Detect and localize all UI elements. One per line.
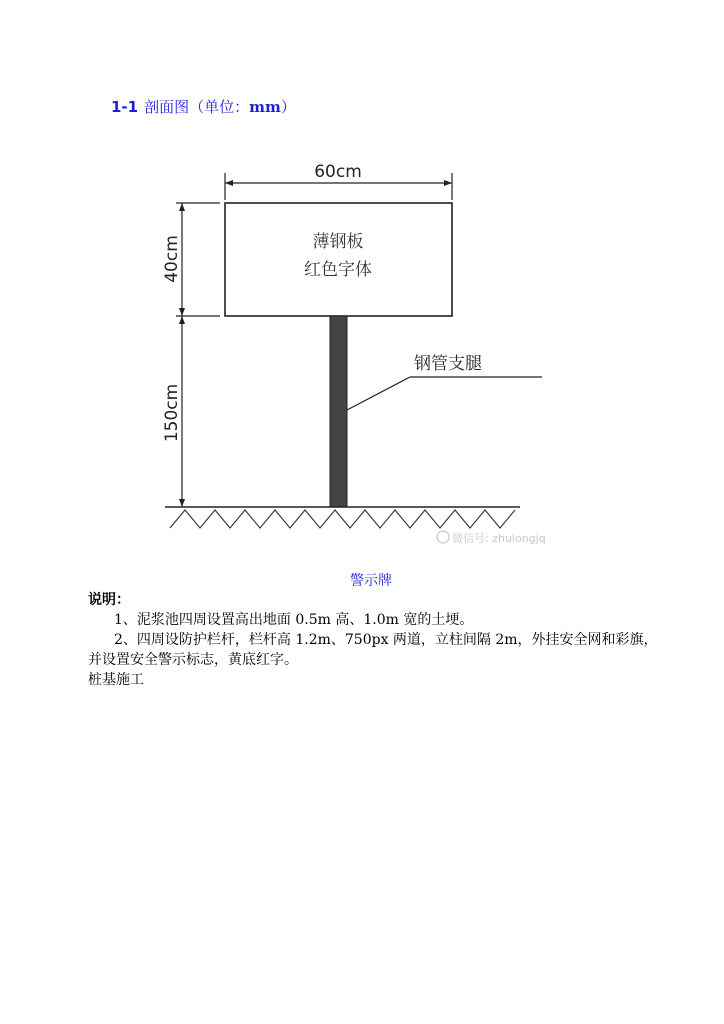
- notes-title: 说明：: [88, 592, 130, 608]
- sign-section-diagram: [160, 155, 560, 550]
- bottom-height-label: 150cm: [162, 383, 182, 443]
- notes-section: [88, 590, 658, 690]
- steel-post: [330, 316, 347, 507]
- post-label: 钢管支腿: [414, 354, 482, 374]
- arrow-bottom-icon: [179, 499, 185, 507]
- arrow-mid-down-icon: [179, 316, 185, 324]
- section-number: 1-1: [111, 98, 139, 116]
- arrow-top-icon: [179, 203, 185, 211]
- unit-label: mm: [249, 98, 281, 116]
- arrow-right-icon: [444, 180, 452, 186]
- wechat-icon: [437, 531, 449, 543]
- note-item-2: 2、四周设防护栏杆，栏杆高 1.2m、750px 两道，立柱间隔 2m，外挂安全网和彩旗，并设置安全警示标志，黄底红字。: [88, 632, 658, 668]
- section-title: 剖面图（单位：: [144, 98, 250, 116]
- leader-line: [347, 377, 410, 410]
- watermark-text: 微信号: zhulongjq: [452, 532, 546, 545]
- sign-text-line1: 薄钢板: [312, 232, 364, 252]
- footer-text: 桩基施工: [88, 672, 144, 688]
- figure-caption: 警示牌: [350, 573, 392, 589]
- width-label: 60cm: [314, 162, 362, 182]
- sign-text-line2: 红色字体: [304, 260, 372, 280]
- arrow-left-icon: [225, 180, 233, 186]
- heading-close: ）: [280, 98, 296, 116]
- ground-hatching: [170, 510, 515, 528]
- top-height-label: 40cm: [162, 235, 182, 283]
- arrow-mid-up-icon: [179, 308, 185, 316]
- watermark: [437, 531, 546, 545]
- section-heading: [111, 96, 296, 117]
- note-item-1: 1、泥浆池四周设置高出地面 0.5m 高、1.0m 宽的土埂。: [114, 612, 474, 628]
